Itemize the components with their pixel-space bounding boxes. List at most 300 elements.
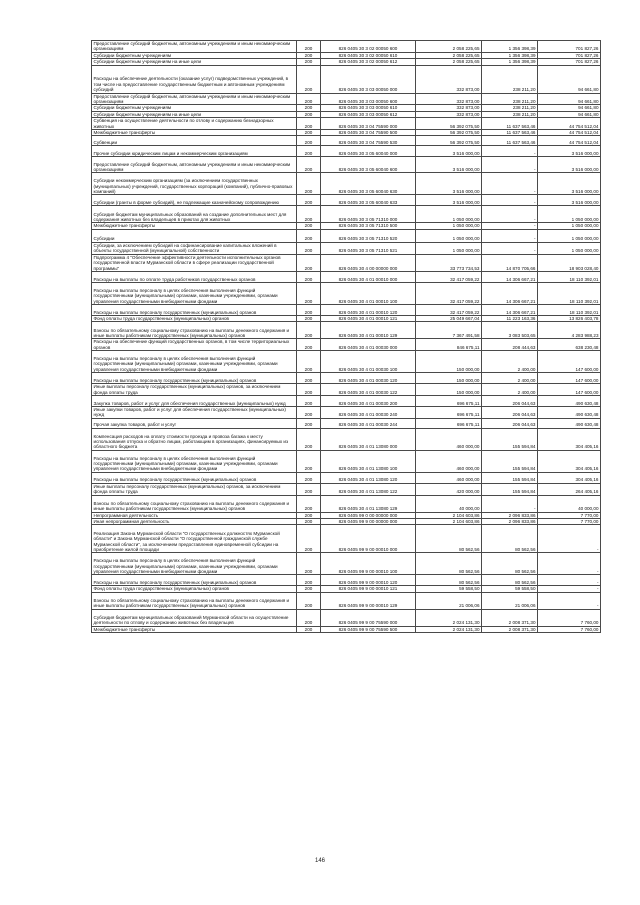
cell-approved-amount: 332 873,00 <box>416 111 482 117</box>
cell-line-code: 200 <box>297 450 321 472</box>
table-row <box>92 373 601 384</box>
cell-unexecuted-amount: 18 110 392,01 <box>538 282 601 304</box>
cell-unexecuted-amount: 44 754 512,04 <box>538 136 601 146</box>
cell-executed-amount: 238 211,20 <box>482 65 538 93</box>
cell-unexecuted-amount: 147 600,00 <box>538 373 601 384</box>
cell-budget-code: 826 0405 30 3 03 00050 612 <box>321 111 416 117</box>
cell-unexecuted-amount: 701 827,26 <box>538 41 601 53</box>
table-row <box>92 483 601 495</box>
table-row <box>92 118 601 130</box>
cell-line-code: 200 <box>297 586 321 592</box>
cell-line-code: 200 <box>297 384 321 396</box>
table-row <box>92 575 601 586</box>
cell-unexecuted-amount: 1 050 000,00 <box>538 223 601 229</box>
cell-budget-code: 826 0405 99 9 00 00010 100 <box>321 553 416 575</box>
cell-unexecuted-amount: 4 283 988,23 <box>538 322 601 339</box>
cell-executed-amount: 2 008 371,30 <box>482 609 538 626</box>
cell-executed-amount: - <box>482 157 538 173</box>
cell-budget-code: 826 0405 30 4 01 00030 200 <box>321 395 416 406</box>
table-row <box>92 525 601 553</box>
table-row <box>92 136 601 146</box>
table-row <box>92 406 601 418</box>
cell-approved-amount: 846 675,11 <box>416 339 482 351</box>
cell-line-code: 200 <box>297 472 321 483</box>
cell-indicator-name: Расходы на выплаты персоналу в целях обеспечения выполнения функций государственными (муниципальными) органами, казенными учреждениями, органами управления государственными внебюджетными фондами <box>92 282 297 304</box>
cell-indicator-name: Компенсация расходов на оплату стоимости проезда и провоза багажа к месту использования отпуска и обратно лицам, работающим в организациях, финансируемых из областного бюджета <box>92 428 297 450</box>
cell-budget-code: 826 0405 30 3 03 00050 000 <box>321 65 416 93</box>
cell-indicator-name: Реализация Закона Мурманской области "О государственных должностях Мурманской области" и Закона Мурманской области "О государственной гражданской службе Мурманской области", за исключением предоставления единовременной субсидии на приобретение жилой площади <box>92 525 297 553</box>
cell-line-code: 200 <box>297 395 321 406</box>
cell-executed-amount: 155 594,84 <box>482 428 538 450</box>
cell-indicator-name: Взносы по обязательному социальному страхованию на выплаты денежного содержания и иные выплаты работникам государственных (муниципальных) органов <box>92 495 297 512</box>
cell-indicator-name: Прочая закупка товаров, работ и услуг <box>92 418 297 428</box>
table-row <box>92 450 601 472</box>
cell-executed-amount: - <box>482 206 538 223</box>
cell-approved-amount: 696 675,11 <box>416 406 482 418</box>
table-row <box>92 592 601 609</box>
cell-approved-amount: 2 104 603,86 <box>416 512 482 518</box>
table-row <box>92 157 601 173</box>
cell-budget-code: 826 0405 30 4 01 00030 240 <box>321 406 416 418</box>
table-row <box>92 322 601 339</box>
cell-budget-code: 826 0405 30 4 01 13080 120 <box>321 472 416 483</box>
cell-indicator-name: Взносы по обязательному социальному страхованию на выплаты денежного содержания и иные выплаты работникам государственных (муниципальных) органов <box>92 322 297 339</box>
cell-unexecuted-amount: 94 661,80 <box>538 65 601 93</box>
cell-approved-amount: 3 516 000,00 <box>416 173 482 195</box>
cell-line-code: 200 <box>297 195 321 206</box>
cell-unexecuted-amount: 18 110 392,01 <box>538 271 601 282</box>
cell-unexecuted-amount: 1 050 000,00 <box>538 242 601 254</box>
cell-indicator-name: Иная непрограммная деятельность <box>92 518 297 524</box>
cell-indicator-name: Иные закупки товаров, работ и услуг для обеспечения государственных (муниципальных) нужд <box>92 406 297 418</box>
table-row <box>92 586 601 592</box>
cell-unexecuted-amount: - <box>538 553 601 575</box>
cell-unexecuted-amount: 1 050 000,00 <box>538 206 601 223</box>
cell-indicator-name: Фонд оплаты труда государственных (муниципальных) органов <box>92 315 297 321</box>
table-row <box>92 304 601 315</box>
cell-unexecuted-amount: 44 754 512,04 <box>538 130 601 136</box>
cell-approved-amount: 2 058 225,65 <box>416 59 482 65</box>
cell-line-code: 200 <box>297 93 321 105</box>
cell-approved-amount: 32 417 059,22 <box>416 282 482 304</box>
cell-unexecuted-amount: 490 630,48 <box>538 406 601 418</box>
cell-approved-amount: 460 000,00 <box>416 472 482 483</box>
table-row <box>92 41 601 53</box>
cell-executed-amount: - <box>482 146 538 157</box>
cell-indicator-name: Прочие субсидии юридическим лицам и некоммерческим организациям <box>92 146 297 157</box>
cell-budget-code: 826 0405 99 9 00 00010 000 <box>321 525 416 553</box>
cell-indicator-name: Расходы на выплаты персоналу в целях обеспечения выполнения функций государственными (муниципальными) органами, казенными учреждениями, органами управления государственными внебюджетными фондами <box>92 351 297 373</box>
cell-line-code: 200 <box>297 206 321 223</box>
cell-executed-amount: 2 400,00 <box>482 384 538 396</box>
cell-approved-amount: 460 000,00 <box>416 428 482 450</box>
cell-approved-amount: 150 000,00 <box>416 351 482 373</box>
cell-approved-amount: 56 392 075,50 <box>416 118 482 130</box>
cell-indicator-name: Расходы на выплаты персоналу государственных (муниципальных) органов <box>92 373 297 384</box>
cell-budget-code: 826 0405 30 3 05 71310 521 <box>321 242 416 254</box>
cell-budget-code: 826 0405 30 4 01 00010 000 <box>321 271 416 282</box>
cell-unexecuted-amount: 7 760,00 <box>538 626 601 632</box>
cell-indicator-name: Субсидии, за исключением субсидий на софинансирование капитальных вложений в объекты государственной (муниципальной) собственности <box>92 242 297 254</box>
cell-approved-amount: 7 367 491,58 <box>416 322 482 339</box>
cell-budget-code: 826 0405 30 4 01 00030 100 <box>321 351 416 373</box>
cell-line-code: 200 <box>297 418 321 428</box>
cell-executed-amount: 1 356 398,39 <box>482 59 538 65</box>
cell-budget-code: 826 0405 30 3 04 75590 500 <box>321 130 416 136</box>
cell-executed-amount: 3 083 503,65 <box>482 322 538 339</box>
cell-line-code: 200 <box>297 315 321 321</box>
cell-executed-amount: 206 044,63 <box>482 418 538 428</box>
cell-executed-amount: 2 096 833,86 <box>482 518 538 524</box>
cell-budget-code: 826 0405 30 4 01 00030 000 <box>321 339 416 351</box>
cell-line-code: 200 <box>297 322 321 339</box>
cell-executed-amount: 11 637 563,46 <box>482 136 538 146</box>
cell-line-code: 200 <box>297 512 321 518</box>
table-row <box>92 315 601 321</box>
cell-budget-code: 826 0405 30 4 01 00030 122 <box>321 384 416 396</box>
cell-approved-amount: 2 024 131,30 <box>416 626 482 632</box>
page-number: 146 <box>314 858 325 864</box>
cell-budget-code: 826 0405 99 9 00 75590 500 <box>321 626 416 632</box>
cell-budget-code: 826 0405 30 3 02 00050 610 <box>321 52 416 58</box>
cell-budget-code: 826 0405 30 4 00 00000 000 <box>321 254 416 271</box>
cell-indicator-name: Предоставление субсидий бюджетным, автономным учреждениям и иным некоммерческим организациям <box>92 93 297 105</box>
cell-approved-amount: 1 050 000,00 <box>416 223 482 229</box>
cell-executed-amount: 14 306 667,21 <box>482 282 538 304</box>
cell-approved-amount: 2 024 131,30 <box>416 609 482 626</box>
table-row <box>92 146 601 157</box>
cell-executed-amount: 14 306 667,21 <box>482 304 538 315</box>
cell-budget-code: 826 0405 30 3 05 60040 000 <box>321 146 416 157</box>
cell-approved-amount: 33 773 734,53 <box>416 254 482 271</box>
cell-indicator-name: Расходы на выплаты персоналу в целях обеспечения выполнения функций государственными (муниципальными) органами, казенными учреждениями, органами управления государственными внебюджетными фондами <box>92 450 297 472</box>
cell-budget-code: 826 0405 30 4 01 13080 122 <box>321 483 416 495</box>
cell-unexecuted-amount: 490 630,48 <box>538 418 601 428</box>
table-row <box>92 254 601 271</box>
cell-indicator-name: Субсидии (гранты в форме субсидий), не подлежащие казначейскому сопровождению <box>92 195 297 206</box>
cell-line-code: 200 <box>297 518 321 524</box>
cell-executed-amount: 14 870 705,66 <box>482 254 538 271</box>
cell-executed-amount: 11 637 563,46 <box>482 130 538 136</box>
cell-unexecuted-amount: 701 827,26 <box>538 59 601 65</box>
table-row <box>92 242 601 254</box>
cell-budget-code: 826 0405 30 4 01 13080 000 <box>321 428 416 450</box>
cell-unexecuted-amount: 638 230,48 <box>538 339 601 351</box>
cell-line-code: 200 <box>297 223 321 229</box>
cell-budget-code: 826 0405 30 4 01 00010 129 <box>321 322 416 339</box>
cell-executed-amount: 238 211,20 <box>482 105 538 111</box>
table-row <box>92 105 601 111</box>
cell-executed-amount: 2 400,00 <box>482 373 538 384</box>
table-row <box>92 418 601 428</box>
cell-approved-amount: 25 049 667,04 <box>416 315 482 321</box>
cell-indicator-name: Субсидии некоммерческим организациям (за исключением государственных (муниципальных) учреждений, государственных корпораций (компаний), публично-правовых компаний) <box>92 173 297 195</box>
cell-budget-code: 826 0405 30 4 01 13080 129 <box>321 495 416 512</box>
cell-unexecuted-amount: 94 661,80 <box>538 93 601 105</box>
cell-line-code: 200 <box>297 105 321 111</box>
table-row <box>92 495 601 512</box>
cell-executed-amount: 238 211,20 <box>482 93 538 105</box>
cell-line-code: 200 <box>297 146 321 157</box>
cell-line-code: 200 <box>297 229 321 242</box>
cell-indicator-name: Расходы на выплаты по оплате труда работников государственных органов <box>92 271 297 282</box>
cell-executed-amount: - <box>482 195 538 206</box>
cell-approved-amount: 2 058 225,65 <box>416 41 482 53</box>
cell-unexecuted-amount: 3 516 000,00 <box>538 146 601 157</box>
cell-executed-amount: 2 096 833,86 <box>482 512 538 518</box>
cell-indicator-name: Расходы на выплаты персоналу в целях обеспечения выполнения функций государственными (муниципальными) органами, казенными учреждениями, органами управления государственными внебюджетными фондами <box>92 553 297 575</box>
cell-approved-amount: 2 058 225,65 <box>416 52 482 58</box>
cell-executed-amount: - <box>482 242 538 254</box>
cell-approved-amount: 150 000,00 <box>416 373 482 384</box>
cell-budget-code: 826 0405 30 4 01 00010 121 <box>321 315 416 321</box>
cell-indicator-name: Межбюджетные трансферты <box>92 130 297 136</box>
table-row <box>92 195 601 206</box>
cell-line-code: 200 <box>297 173 321 195</box>
cell-line-code: 200 <box>297 406 321 418</box>
cell-executed-amount: 2 008 371,30 <box>482 626 538 632</box>
cell-unexecuted-amount: 304 405,16 <box>538 450 601 472</box>
cell-executed-amount: 14 306 667,21 <box>482 271 538 282</box>
cell-unexecuted-amount: 13 826 403,78 <box>538 315 601 321</box>
cell-budget-code: 826 0405 30 3 05 71310 500 <box>321 223 416 229</box>
table-row <box>92 93 601 105</box>
cell-budget-code: 826 0405 99 9 00 00010 129 <box>321 592 416 609</box>
cell-budget-code: 826 0405 30 4 01 00030 244 <box>321 418 416 428</box>
cell-unexecuted-amount: - <box>538 525 601 553</box>
cell-approved-amount: 2 104 603,86 <box>416 518 482 524</box>
cell-line-code: 200 <box>297 525 321 553</box>
cell-approved-amount: 40 000,00 <box>416 495 482 512</box>
cell-approved-amount: 332 873,00 <box>416 93 482 105</box>
cell-approved-amount: 696 675,11 <box>416 395 482 406</box>
cell-unexecuted-amount: 3 516 000,00 <box>538 173 601 195</box>
table-row <box>92 553 601 575</box>
cell-approved-amount: 59 558,50 <box>416 586 482 592</box>
cell-budget-code: 826 0405 99 9 00 00010 121 <box>321 586 416 592</box>
cell-indicator-name: Предоставление субсидий бюджетным, автономным учреждениям и иным некоммерческим организациям <box>92 41 297 53</box>
table-row <box>92 111 601 117</box>
cell-executed-amount: 208 444,63 <box>482 339 538 351</box>
cell-executed-amount: 2 400,00 <box>482 351 538 373</box>
cell-unexecuted-amount: 490 630,48 <box>538 395 601 406</box>
cell-approved-amount: 32 417 059,22 <box>416 304 482 315</box>
cell-executed-amount: 11 223 163,36 <box>482 315 538 321</box>
table-row <box>92 384 601 396</box>
cell-approved-amount: 3 516 000,00 <box>416 146 482 157</box>
cell-indicator-name: Субсидии бюджетным учреждениям <box>92 52 297 58</box>
cell-approved-amount: 420 000,00 <box>416 483 482 495</box>
table-row <box>92 395 601 406</box>
cell-line-code: 200 <box>297 373 321 384</box>
cell-budget-code: 826 0405 30 4 01 00010 100 <box>321 282 416 304</box>
cell-unexecuted-amount: - <box>538 592 601 609</box>
table-row <box>92 472 601 483</box>
cell-approved-amount: 1 050 000,00 <box>416 229 482 242</box>
cell-line-code: 200 <box>297 130 321 136</box>
cell-executed-amount: 80 562,56 <box>482 575 538 586</box>
cell-unexecuted-amount: 18 110 392,01 <box>538 304 601 315</box>
cell-executed-amount: 155 594,84 <box>482 483 538 495</box>
cell-unexecuted-amount: 147 600,00 <box>538 384 601 396</box>
cell-approved-amount: 80 562,56 <box>416 553 482 575</box>
cell-approved-amount: 150 000,00 <box>416 384 482 396</box>
cell-line-code: 200 <box>297 157 321 173</box>
cell-unexecuted-amount: 7 760,00 <box>538 609 601 626</box>
cell-budget-code: 826 0405 30 3 02 00050 612 <box>321 59 416 65</box>
cell-indicator-name: Межбюджетные трансферты <box>92 223 297 229</box>
cell-executed-amount: 21 006,06 <box>482 592 538 609</box>
cell-budget-code: 826 0405 30 3 03 00050 610 <box>321 105 416 111</box>
cell-executed-amount: - <box>482 229 538 242</box>
cell-line-code: 200 <box>297 242 321 254</box>
cell-line-code: 200 <box>297 575 321 586</box>
cell-indicator-name: Расходы на выплаты персоналу государственных (муниципальных) органов <box>92 575 297 586</box>
cell-indicator-name: Непрограммная деятельность <box>92 512 297 518</box>
table-row <box>92 229 601 242</box>
cell-budget-code: 826 0405 30 3 05 71310 520 <box>321 229 416 242</box>
cell-unexecuted-amount: 147 600,00 <box>538 351 601 373</box>
cell-line-code: 200 <box>297 111 321 117</box>
cell-indicator-name: Субсидии бюджетным учреждениям на иные цели <box>92 111 297 117</box>
cell-executed-amount: 1 356 398,39 <box>482 41 538 53</box>
cell-indicator-name: Предоставление субсидий бюджетным, автономным учреждениям и иным некоммерческим организациям <box>92 157 297 173</box>
cell-unexecuted-amount: 94 661,80 <box>538 111 601 117</box>
cell-unexecuted-amount: 7 770,00 <box>538 512 601 518</box>
cell-executed-amount: 155 594,84 <box>482 450 538 472</box>
cell-line-code: 200 <box>297 351 321 373</box>
cell-approved-amount: 80 562,56 <box>416 575 482 586</box>
cell-budget-code: 826 0405 30 4 01 00030 120 <box>321 373 416 384</box>
cell-indicator-name: Взносы по обязательному социальному страхованию на выплаты денежного содержания и иные выплаты работникам государственных (муниципальных) органов <box>92 592 297 609</box>
cell-indicator-name: Расходы на обеспечение деятельности (оказание услуг) подведомственных учреждений, в том числе на предоставление государственным бюджетным и автономным учреждениям субсидий <box>92 65 297 93</box>
cell-budget-code: 826 0405 99 0 00 00000 000 <box>321 512 416 518</box>
cell-approved-amount: 32 417 059,22 <box>416 271 482 282</box>
cell-approved-amount: 3 516 000,00 <box>416 195 482 206</box>
cell-executed-amount: - <box>482 173 538 195</box>
cell-approved-amount: 332 873,00 <box>416 65 482 93</box>
cell-line-code: 200 <box>297 59 321 65</box>
cell-budget-code: 826 0405 30 3 05 71310 000 <box>321 206 416 223</box>
table-row <box>92 282 601 304</box>
cell-line-code: 200 <box>297 483 321 495</box>
cell-indicator-name: Субсидия бюджетам муниципальных образований на создание дополнительных мест для содержания животных без владельцев в приютах для животных <box>92 206 297 223</box>
cell-unexecuted-amount: 18 903 028,40 <box>538 254 601 271</box>
cell-indicator-name: Иные выплаты персоналу государственных (муниципальных) органов, за исключением фонда оплаты труда <box>92 483 297 495</box>
cell-line-code: 200 <box>297 553 321 575</box>
cell-indicator-name: Расходы на обеспечение функций государственных органов, в том числе территориальных органов <box>92 339 297 351</box>
budget-execution-table <box>91 40 601 633</box>
cell-approved-amount: 332 873,00 <box>416 105 482 111</box>
cell-approved-amount: 1 050 000,00 <box>416 242 482 254</box>
cell-executed-amount: 80 562,56 <box>482 553 538 575</box>
table-row <box>92 351 601 373</box>
cell-unexecuted-amount: - <box>538 575 601 586</box>
cell-executed-amount: 80 562,56 <box>482 525 538 553</box>
cell-budget-code: 826 0405 99 9 00 00000 000 <box>321 518 416 524</box>
cell-line-code: 200 <box>297 304 321 315</box>
cell-approved-amount: 80 562,56 <box>416 525 482 553</box>
cell-indicator-name: Иные выплаты персоналу государственных (муниципальных) органов, за исключением фонда оплаты труда <box>92 384 297 396</box>
cell-line-code: 200 <box>297 65 321 93</box>
cell-executed-amount: 59 558,50 <box>482 586 538 592</box>
cell-line-code: 200 <box>297 41 321 53</box>
table-row <box>92 339 601 351</box>
cell-executed-amount: 206 044,63 <box>482 395 538 406</box>
cell-budget-code: 826 0405 30 3 03 00050 600 <box>321 93 416 105</box>
cell-approved-amount: 56 392 075,50 <box>416 136 482 146</box>
cell-executed-amount: - <box>482 223 538 229</box>
table-row <box>92 59 601 65</box>
cell-indicator-name: Закупка товаров, работ и услуг для обеспечения государственных (муниципальных) нужд <box>92 395 297 406</box>
cell-indicator-name: Субсидии <box>92 229 297 242</box>
cell-unexecuted-amount: - <box>538 586 601 592</box>
table-row <box>92 609 601 626</box>
table-row <box>92 173 601 195</box>
cell-line-code: 200 <box>297 52 321 58</box>
cell-line-code: 200 <box>297 254 321 271</box>
cell-line-code: 200 <box>297 282 321 304</box>
cell-approved-amount: 696 675,11 <box>416 418 482 428</box>
cell-line-code: 200 <box>297 339 321 351</box>
cell-budget-code: 826 0405 30 3 05 60040 633 <box>321 195 416 206</box>
table-row <box>92 52 601 58</box>
cell-line-code: 200 <box>297 592 321 609</box>
cell-budget-code: 826 0405 30 4 01 13080 100 <box>321 450 416 472</box>
cell-budget-code: 826 0405 30 4 01 00010 120 <box>321 304 416 315</box>
cell-line-code: 200 <box>297 626 321 632</box>
cell-unexecuted-amount: 264 405,16 <box>538 483 601 495</box>
cell-unexecuted-amount: 94 661,80 <box>538 105 601 111</box>
cell-indicator-name: Субсидия бюджетам муниципальных образований Мурманской области на осуществление деятельности по отлову и содержанию животных без владельцев <box>92 609 297 626</box>
cell-budget-code: 826 0405 30 3 04 75590 000 <box>321 118 416 130</box>
cell-line-code: 200 <box>297 118 321 130</box>
cell-indicator-name: Фонд оплаты труда государственных (муниципальных) органов <box>92 586 297 592</box>
cell-indicator-name: Субвенции <box>92 136 297 146</box>
cell-line-code: 200 <box>297 609 321 626</box>
cell-indicator-name: Расходы на выплаты персоналу государственных (муниципальных) органов <box>92 472 297 483</box>
cell-budget-code: 826 0405 30 3 05 60040 630 <box>321 173 416 195</box>
cell-line-code: 200 <box>297 495 321 512</box>
cell-unexecuted-amount: 3 516 000,00 <box>538 195 601 206</box>
cell-indicator-name: Субвенция на осуществление деятельности по отлову и содержанию безнадзорных животных <box>92 118 297 130</box>
cell-executed-amount: - <box>482 495 538 512</box>
cell-line-code: 200 <box>297 136 321 146</box>
cell-indicator-name: Подпрограмма 4 "Обеспечение эффективности деятельности исполнительных органов государственной власти Мурманской области в сфере реализации государственной программы" <box>92 254 297 271</box>
cell-budget-code: 826 0405 99 9 00 00010 120 <box>321 575 416 586</box>
cell-approved-amount: 460 000,00 <box>416 450 482 472</box>
cell-executed-amount: 206 044,63 <box>482 406 538 418</box>
table-row <box>92 626 601 632</box>
cell-unexecuted-amount: 304 405,16 <box>538 428 601 450</box>
cell-line-code: 200 <box>297 428 321 450</box>
cell-unexecuted-amount: 7 770,00 <box>538 518 601 524</box>
cell-indicator-name: Расходы на выплаты персоналу государственных (муниципальных) органов <box>92 304 297 315</box>
cell-unexecuted-amount: 304 405,16 <box>538 472 601 483</box>
table-body <box>92 41 601 633</box>
table-row <box>92 65 601 93</box>
table-row <box>92 271 601 282</box>
cell-executed-amount: 11 637 563,46 <box>482 118 538 130</box>
cell-executed-amount: 1 356 398,39 <box>482 52 538 58</box>
cell-unexecuted-amount: 40 000,00 <box>538 495 601 512</box>
cell-line-code: 200 <box>297 271 321 282</box>
table-row <box>92 428 601 450</box>
cell-unexecuted-amount: 3 516 000,00 <box>538 157 601 173</box>
cell-budget-code: 826 0405 30 3 02 00050 600 <box>321 41 416 53</box>
cell-unexecuted-amount: 44 754 512,04 <box>538 118 601 130</box>
cell-unexecuted-amount: 701 827,26 <box>538 52 601 58</box>
